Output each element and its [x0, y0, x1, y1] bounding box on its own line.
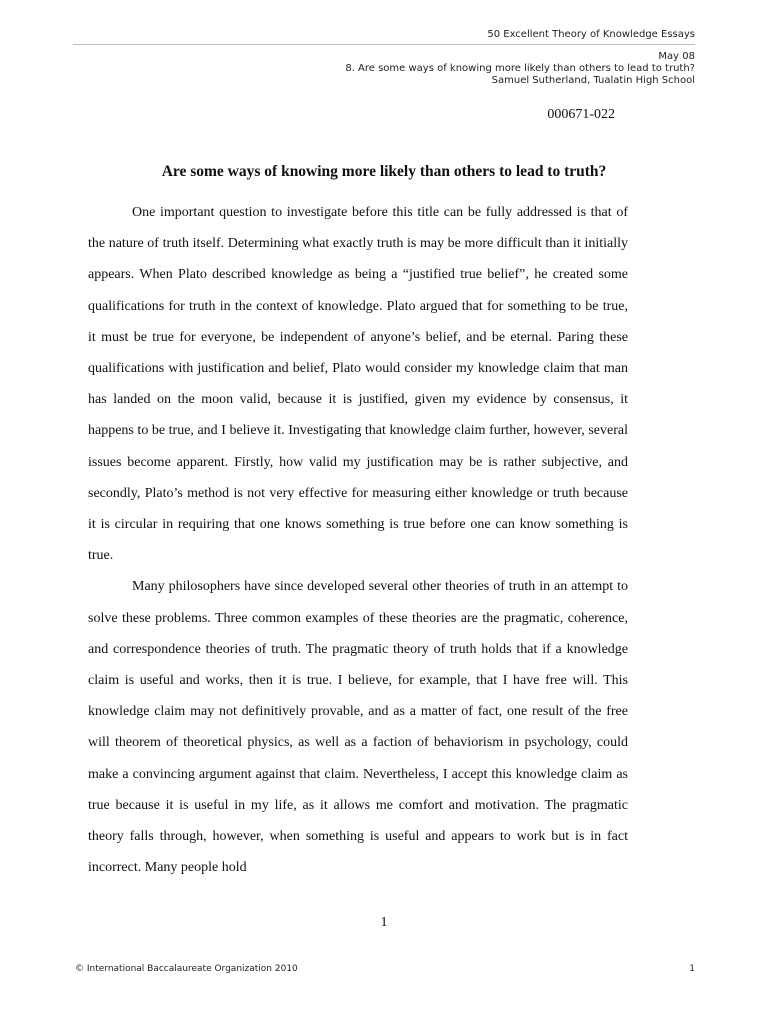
page-number: 1 [380, 915, 388, 930]
footer-page-number: 1 [689, 964, 695, 974]
copyright-footer: © International Baccalaureate Organization 2010 [75, 964, 298, 974]
paragraph: One important question to investigate before this title can be fully addressed is that of the nature of truth itself. Determining what exactly truth is may be more difficult than it initially appears. When Plato described knowledge as being a “justified true belief”, he created some qualifications for truth in the context of knowledge. Plato argued that for something to be true, it must be true for everyone, be independent of anyone’s belief, and be eternal. Paring these qualifications with justification and belief, Plato would consider my knowledge claim that man has landed on the moon valid, because it is justified, given my evidence by consensus, it happens to be true, and I believe it. Investigating that knowledge claim further, however, several issues become apparent. Firstly, how valid my justification may be is rather subjective, and secondly, Plato’s method is not very effective for measuring either knowledge or truth because it is circular in requiring that one knows something is true before one can know something is true. [88, 205, 628, 564]
author-label: Samuel Sutherland, Tualatin High School [491, 75, 695, 86]
session-label: May 08 [658, 51, 695, 62]
paragraph: Many philosophers have since developed several other theories of truth in an attempt to solve these problems. Three common examples of these theories are the pragmatic, coherence, and correspondence theories of truth. The pragmatic theory of truth holds that if a knowledge claim is useful and works, then it is true. I believe, for example, that I have free will. This knowledge claim may not definitively provable, and as a matter of fact, one result of the free will theorem of theoretical physics, as well as a faction of behaviorism in psychology, could make a convincing argument against that claim. Nevertheless, I accept this knowledge claim as true because it is useful in my life, as it allows me comfort and motivation. The pragmatic theory falls through, however, when something is useful and appears to work but is in fact incorrect. Many people hold [88, 579, 628, 876]
essay-body [88, 197, 628, 883]
candidate-number: 000671-022 [547, 107, 615, 122]
collection-title: 50 Excellent Theory of Knowledge Essays [487, 29, 695, 40]
essay-info [345, 51, 695, 87]
header-divider [73, 44, 695, 45]
question-label: 8. Are some ways of knowing more likely than others to lead to truth? [345, 63, 695, 74]
essay-title: Are some ways of knowing more likely than others to lead to truth? [161, 163, 607, 180]
